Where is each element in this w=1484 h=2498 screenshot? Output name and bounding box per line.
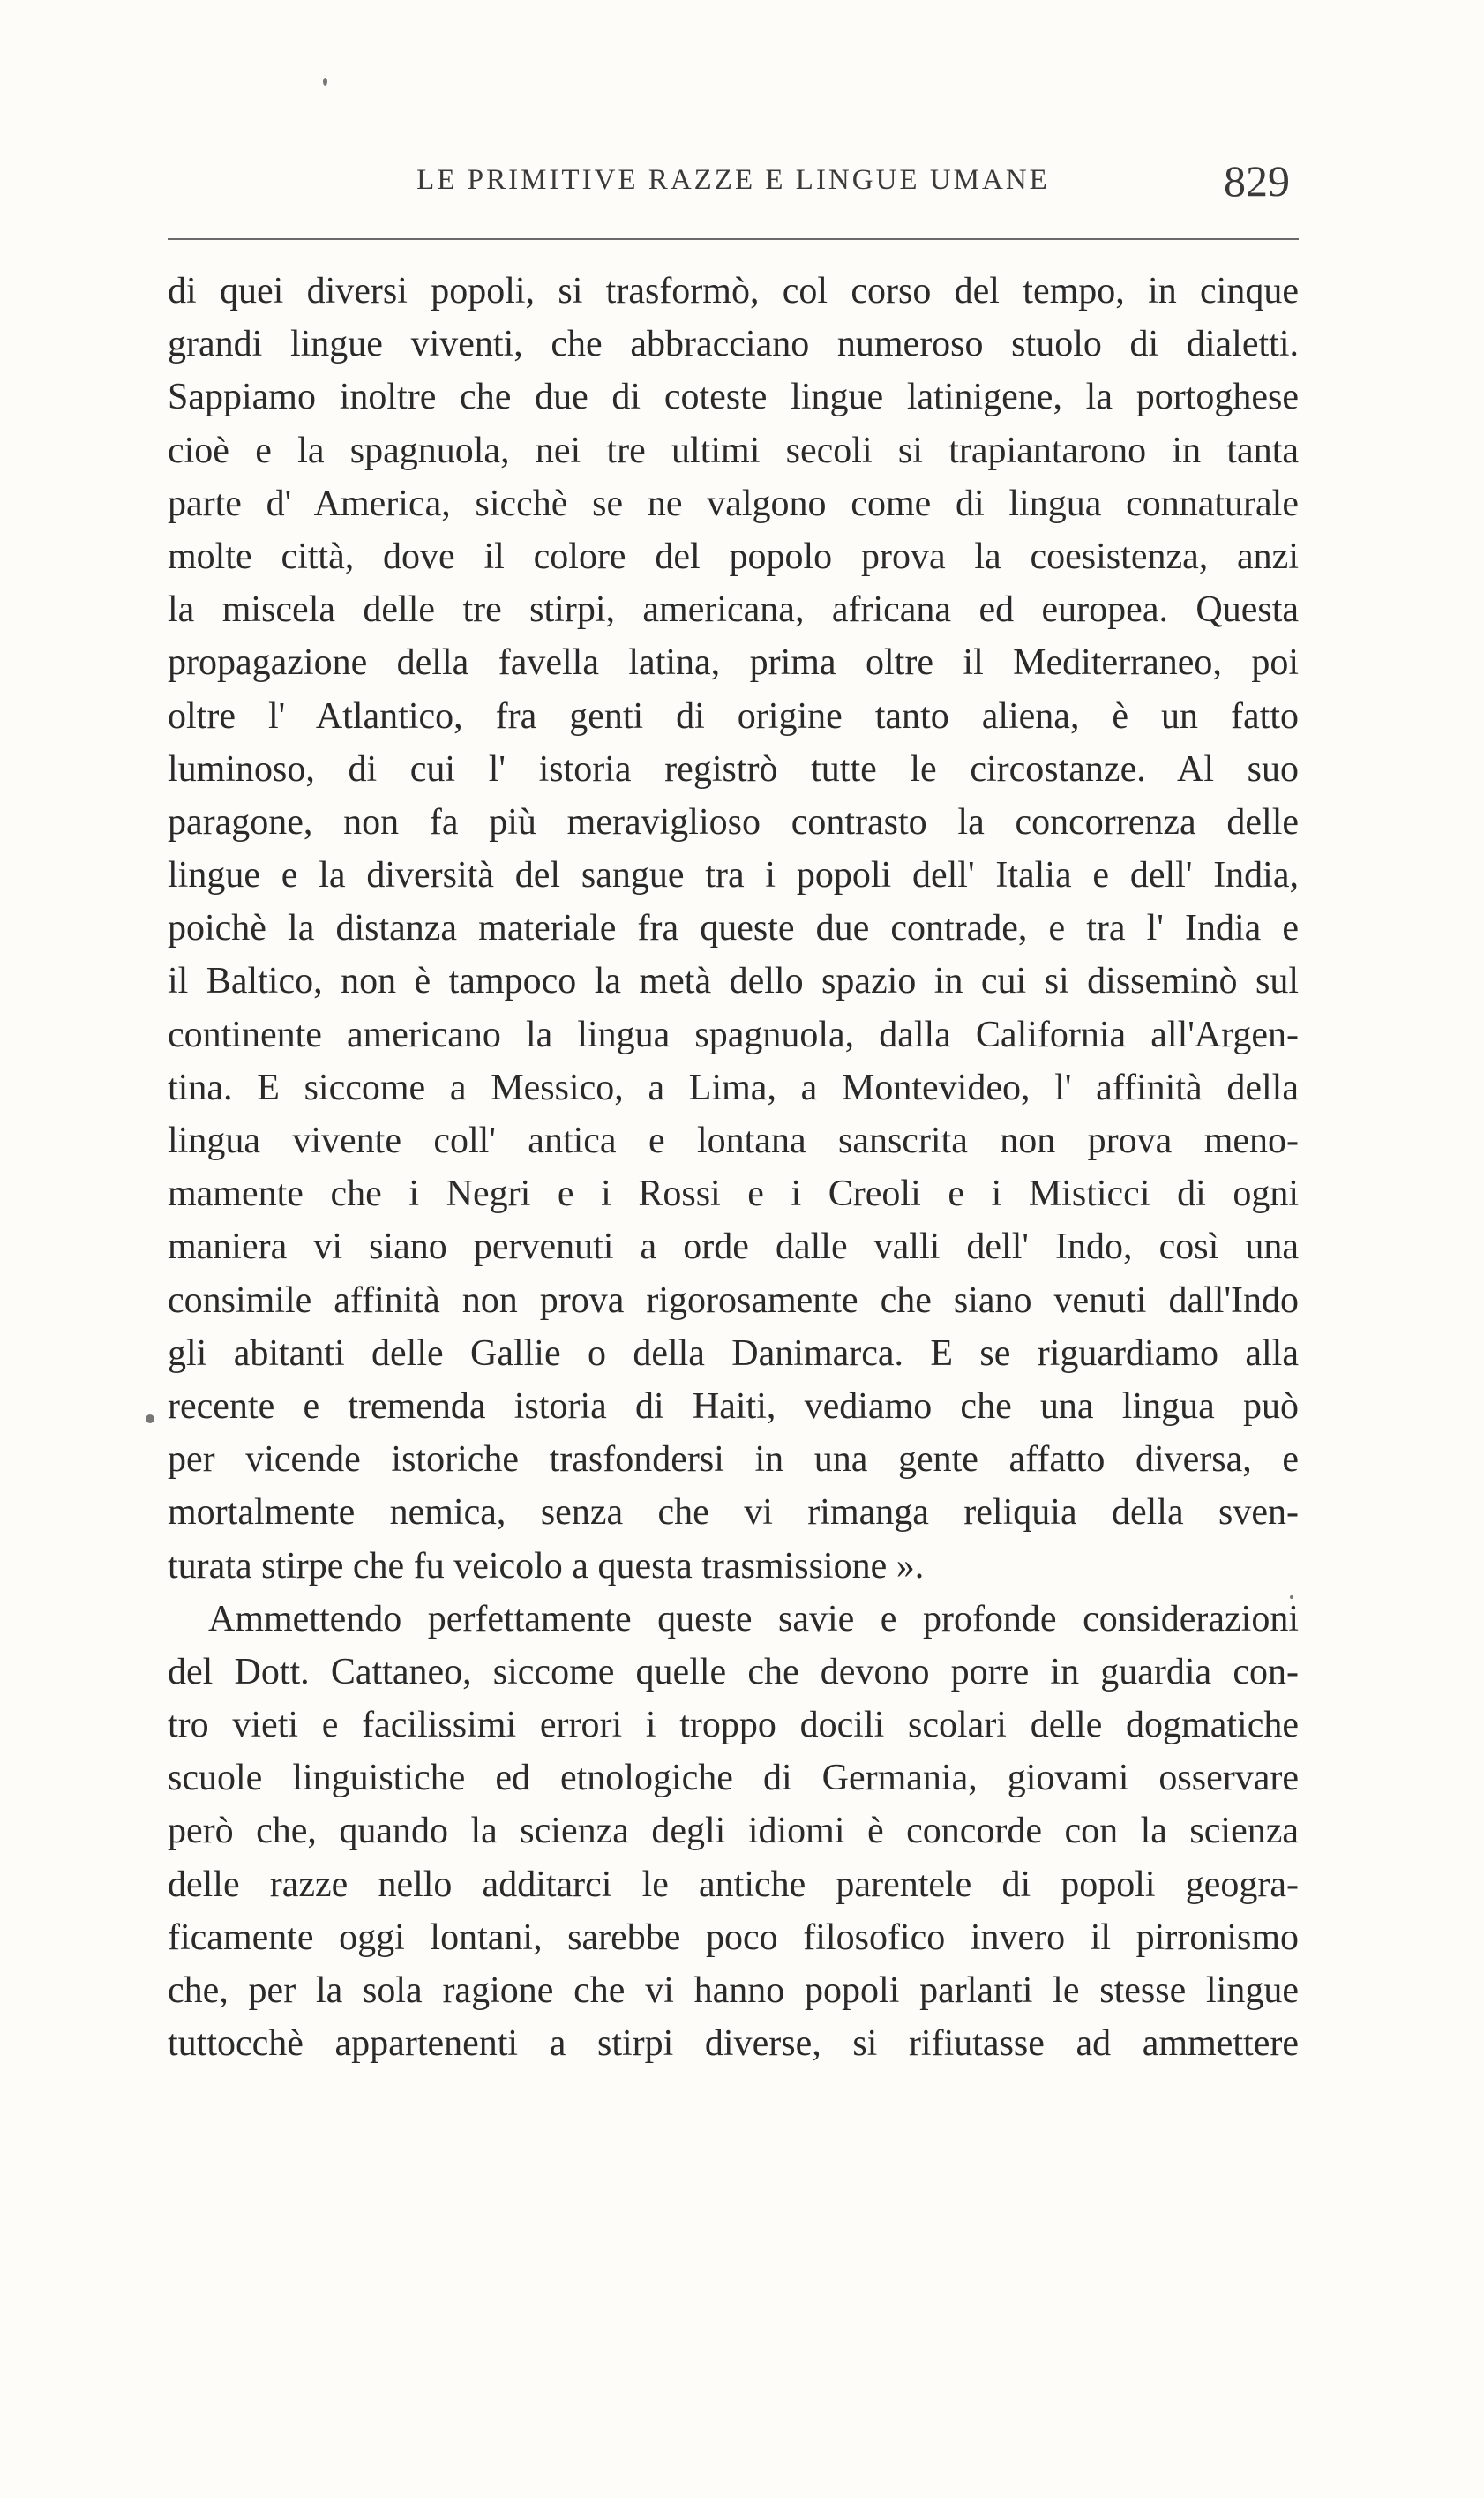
text-line: tina. E siccome a Messico, a Lima, a Montevideo, l' affinità della (168, 1067, 1299, 1108)
body-text (168, 265, 1299, 2070)
text-line: Ammettendo perfettamente queste savie e profonde considerazioni (208, 1598, 1299, 1639)
text-line: consimile affinità non prova rigorosamente che siano venuti dall'Indo (168, 1279, 1299, 1321)
header-rule (168, 238, 1299, 240)
text-line: delle razze nello additarci le antiche parentele di popoli geogra- (168, 1864, 1299, 1905)
text-line: tro vieti e facilissimi errori i troppo docili scolari delle dogmatiche (168, 1705, 1299, 1746)
text-line: luminoso, di cui l' istoria registrò tutte le circostanze. Al suo (168, 748, 1299, 790)
text-line: oltre l' Atlantico, fra genti di origine tanto aliena, è un fatto (168, 695, 1299, 737)
ink-speck (323, 78, 327, 86)
ink-speck (146, 1414, 154, 1423)
text-line: molte città, dove il colore del popolo prova la coesistenza, anzi (168, 536, 1299, 577)
page-number: 829 (1224, 156, 1290, 206)
running-title: LE PRIMITIVE RAZZE E LINGUE UMANE (416, 164, 1050, 196)
text-line: lingue e la diversità del sangue tra i popoli dell' Italia e dell' India, (168, 855, 1299, 896)
text-line: cioè e la spagnuola, nei tre ultimi secoli si trapiantarono in tanta (168, 430, 1299, 471)
text-line: tuttocchè appartenenti a stirpi diverse, si rifiutasse ad ammettere (168, 2023, 1299, 2065)
text-line: recente e tremenda istoria di Haiti, vediamo che una lingua può (168, 1385, 1299, 1427)
text-line: turata stirpe che fu veicolo a questa trasmissione ». (168, 1545, 925, 1587)
text-line: grandi lingue viventi, che abbracciano numeroso stuolo di dialetti. (168, 324, 1299, 365)
text-line: maniera vi siano pervenuti a orde dalle valli dell' Indo, così una (168, 1226, 1299, 1268)
text-line: il Baltico, non è tampoco la metà dello spazio in cui si disseminò sul (168, 961, 1299, 1002)
text-line: scuole linguistiche ed etnologiche di Germania, giovami osservare (168, 1758, 1299, 1799)
text-line: propagazione della favella latina, prima oltre il Mediterraneo, poi (168, 642, 1299, 684)
text-line: la miscela delle tre stirpi, americana, africana ed europea. Questa (168, 589, 1299, 631)
text-line: poichè la distanza materiale fra queste due contrade, e tra l' India e (168, 908, 1299, 949)
text-line: parte d' America, sicchè se ne valgono come di lingua connaturale (168, 483, 1299, 524)
text-line: ficamente oggi lontani, sarebbe poco filosofico invero il pirronismo (168, 1917, 1299, 1958)
running-head (168, 155, 1299, 217)
text-line: Sappiamo inoltre che due di coteste lingue latinigene, la portoghese (168, 377, 1299, 418)
text-line: per vicende istoriche trasfondersi in una gente affatto diversa, e (168, 1439, 1299, 1481)
text-line: che, per la sola ragione che vi hanno popoli parlanti le stesse lingue (168, 1970, 1299, 2011)
text-line: di quei diversi popoli, si trasformò, col corso del tempo, in cinque (168, 271, 1299, 311)
text-line: gli abitanti delle Gallie o della Danimarca. E se riguardiamo alla (168, 1332, 1299, 1374)
ink-speck (1290, 1595, 1293, 1599)
text-line: del Dott. Cattaneo, siccome quelle che devono porre in guardia con- (168, 1651, 1299, 1692)
text-line: continente americano la lingua spagnuola, dalla California all'Argen- (168, 1014, 1299, 1055)
text-line: però che, quando la scienza degli idiomi è concorde con la scienza (168, 1811, 1299, 1852)
text-line: lingua vivente coll' antica e lontana sanscrita non prova meno- (168, 1121, 1299, 1161)
text-line: paragone, non fa più meraviglioso contrasto la concorrenza delle (168, 801, 1299, 843)
text-line: mamente che i Negri e i Rossi e i Creoli e i Misticci di ogni (168, 1174, 1299, 1215)
text-line: mortalmente nemica, senza che vi rimanga reliquia della sven- (168, 1492, 1299, 1534)
